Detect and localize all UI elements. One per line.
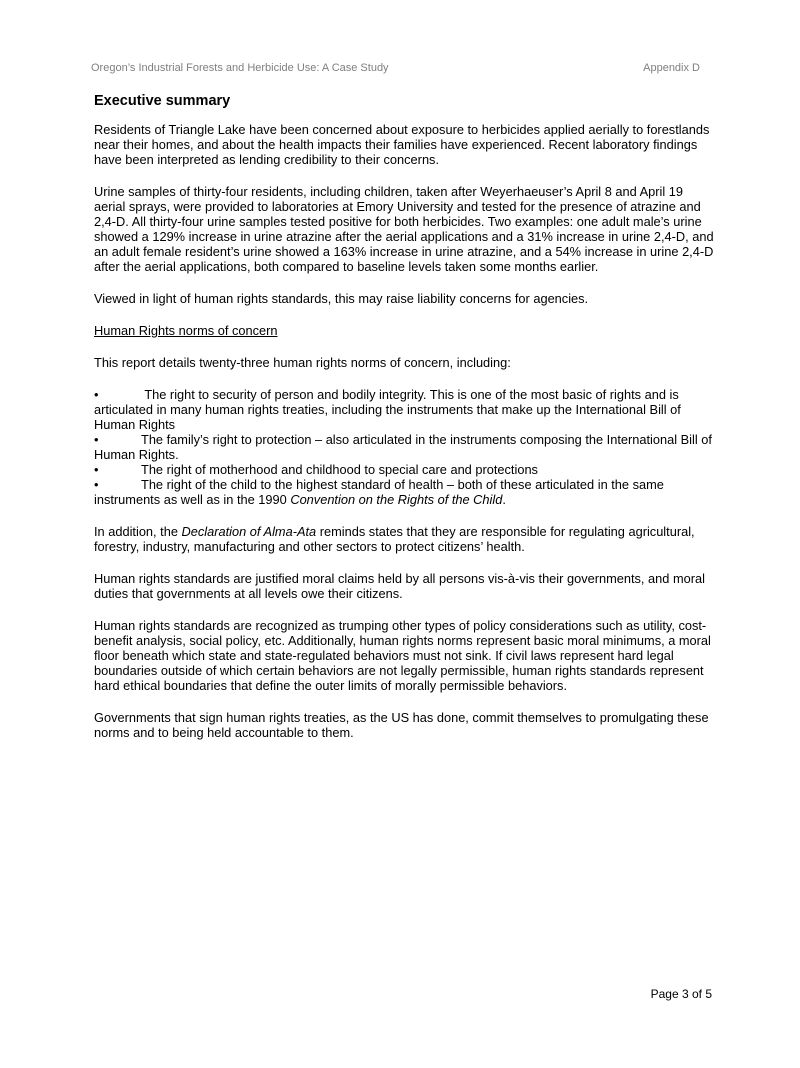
list-item: [94, 432, 714, 462]
list-item: [94, 477, 714, 507]
paragraph-urine-samples: Urine samples of thirty-four residents, including children, taken after Weyerhaeuser’s April 8 and April 19 aerial sprays, were provided to laboratories at Emory University and tested for the presence of atrazine and 2,4-D. All thirty-four urine samples tested positive for both herbicides. Two examples: one adult male’s urine showed a 129% increase in urine atrazine after the aerial applications and a 31% increase in urine 2,4-D, and an adult female resident’s urine showed a 163% increase in urine atrazine, and a 54% increase in urine 2,4-D after the aerial applications, both compared to baseline levels taken some months earlier.: [94, 184, 714, 274]
paragraph-intro: Residents of Triangle Lake have been concerned about exposure to herbicides applied aerially to forestlands near their homes, and about the health impacts their families have experienced. Recent laboratory findings have been interpreted as lending credibility to their concerns.: [94, 122, 710, 167]
subheading-human-rights: Human Rights norms of concern: [94, 323, 278, 338]
norms-list: [94, 387, 714, 507]
list-item: [94, 387, 714, 432]
bullet-marker: •: [94, 477, 99, 492]
paragraph-alma-ata: [94, 524, 714, 554]
list-item: [94, 462, 714, 477]
list-item-text: The right to security of person and bodily integrity. This is one of the most basic of rights and is articulated in many human rights treaties, including the instruments that make up the International Bill of Human Rights: [94, 387, 681, 432]
list-item-text-end: .: [502, 492, 506, 507]
list-item-emphasis: Convention on the Rights of the Child: [290, 492, 503, 507]
paragraph-liability: Viewed in light of human rights standards, this may raise liability concerns for agencies.: [94, 291, 589, 306]
bullet-marker: •: [94, 432, 99, 447]
bullet-marker: •: [94, 387, 99, 402]
section-title: Executive summary: [94, 93, 231, 109]
paragraph-treaties: Governments that sign human rights treaties, as the US has done, commit themselves to promulgating these norms and to being held accountable to them.: [94, 710, 709, 740]
paragraph-trumping: Human rights standards are recognized as trumping other types of policy considerations such as utility, cost-benefit analysis, social policy, etc. Additionally, human rights norms represent basic moral minimums, a moral floor beneath which state and state-regulated behaviors must not sink. If civil laws represent hard legal boundaries outside of which certain behaviors are not legally permissible, human rights standards represent hard ethical boundaries that define the outer limits of morally permissible behaviors.: [94, 618, 711, 693]
header-appendix: Appendix D: [643, 62, 700, 74]
bullet-marker: •: [94, 462, 99, 477]
header-title: Oregon’s Industrial Forests and Herbicide Use: A Case Study: [91, 62, 389, 74]
paragraph-text-end: reminds states that they are responsible for regulating agricultural, forestry, industry, manufacturing and other sectors to protect citizens’ health.: [94, 524, 695, 554]
paragraph-moral-claims: Human rights standards are justified moral claims held by all persons vis-à-vis their governments, and moral duties that governments at all levels owe their citizens.: [94, 571, 705, 601]
page-header: [91, 62, 700, 82]
paragraph-text: In addition, the: [94, 524, 182, 539]
paragraph-emphasis: Declaration of Alma-Ata: [181, 524, 317, 539]
list-item-text: The right of the child to the highest standard of health – both of these articulated in the same instruments as well as in the 1990: [94, 477, 664, 507]
list-item-text: The right of motherhood and childhood to special care and protections: [141, 462, 538, 477]
list-item-text: The family’s right to protection – also articulated in the instruments composing the International Bill of Human Rights.: [94, 432, 712, 462]
paragraph-norms-intro: This report details twenty-three human rights norms of concern, including:: [94, 355, 511, 370]
page-number: Page 3 of 5: [650, 987, 712, 1001]
document-body: [94, 92, 714, 757]
